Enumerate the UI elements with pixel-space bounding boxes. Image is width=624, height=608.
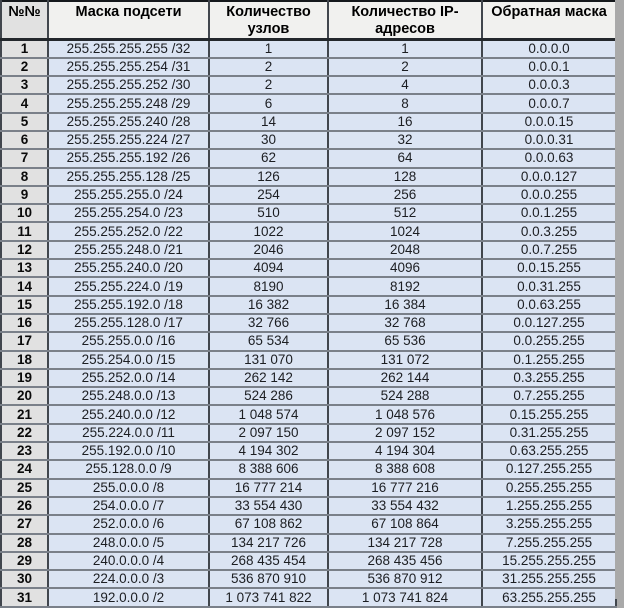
subnet-mask-cell: 255.255.255.248 /29 xyxy=(48,94,209,112)
table-row xyxy=(1,534,616,552)
wildcard-mask-cell: 1.255.255.255 xyxy=(482,497,616,515)
row-number-cell: 1 xyxy=(1,40,48,58)
table-row xyxy=(1,460,616,478)
col-header-wildcard-mask: Обратная маска xyxy=(482,1,616,40)
wildcard-mask-cell: 31.255.255.255 xyxy=(482,570,616,588)
table-header-row xyxy=(1,1,616,40)
table-row xyxy=(1,570,616,588)
table-row xyxy=(1,76,616,94)
subnet-mask-cell: 240.0.0.0 /4 xyxy=(48,552,209,570)
subnet-mask-cell: 192.0.0.0 /2 xyxy=(48,588,209,606)
host-count-cell: 1 048 574 xyxy=(209,405,328,423)
table-row xyxy=(1,94,616,112)
row-number-cell: 17 xyxy=(1,332,48,350)
table-row xyxy=(1,113,616,131)
subnet-mask-cell: 255.255.254.0 /23 xyxy=(48,204,209,222)
wildcard-mask-cell: 15.255.255.255 xyxy=(482,552,616,570)
subnet-mask-cell: 255.255.248.0 /21 xyxy=(48,241,209,259)
subnet-mask-cell: 255.192.0.0 /10 xyxy=(48,442,209,460)
ip-count-cell: 1 048 576 xyxy=(328,405,482,423)
table-row xyxy=(1,241,616,259)
row-number-cell: 30 xyxy=(1,570,48,588)
table-row xyxy=(1,40,616,58)
table-row xyxy=(1,222,616,240)
host-count-cell: 33 554 430 xyxy=(209,497,328,515)
ip-count-cell: 131 072 xyxy=(328,351,482,369)
wildcard-mask-cell: 0.0.0.3 xyxy=(482,76,616,94)
row-number-cell: 28 xyxy=(1,534,48,552)
ip-count-cell: 1024 xyxy=(328,222,482,240)
row-number-cell: 21 xyxy=(1,405,48,423)
ip-count-cell: 524 288 xyxy=(328,387,482,405)
subnet-mask-cell: 255.252.0.0 /14 xyxy=(48,369,209,387)
row-number-cell: 14 xyxy=(1,277,48,295)
wildcard-mask-cell: 0.0.0.127 xyxy=(482,168,616,186)
row-number-cell: 2 xyxy=(1,58,48,76)
ip-count-cell: 65 536 xyxy=(328,332,482,350)
ip-count-cell: 8 388 608 xyxy=(328,460,482,478)
wildcard-mask-cell: 0.7.255.255 xyxy=(482,387,616,405)
table-row xyxy=(1,314,616,332)
subnet-mask-cell: 254.0.0.0 /7 xyxy=(48,497,209,515)
col-header-host-count: Количество узлов xyxy=(209,1,328,40)
subnet-mask-cell: 255.255.240.0 /20 xyxy=(48,259,209,277)
ip-count-cell: 33 554 432 xyxy=(328,497,482,515)
table-row xyxy=(1,58,616,76)
col-header-subnet-mask: Маска подсети xyxy=(48,1,209,40)
wildcard-mask-cell: 0.0.15.255 xyxy=(482,259,616,277)
table-row xyxy=(1,351,616,369)
host-count-cell: 16 382 xyxy=(209,296,328,314)
table-row xyxy=(1,149,616,167)
subnet-mask-cell: 255.255.255.252 /30 xyxy=(48,76,209,94)
ip-count-cell: 2 097 152 xyxy=(328,424,482,442)
row-number-cell: 22 xyxy=(1,424,48,442)
host-count-cell: 126 xyxy=(209,168,328,186)
wildcard-mask-cell: 3.255.255.255 xyxy=(482,515,616,533)
subnet-mask-cell: 255.254.0.0 /15 xyxy=(48,351,209,369)
ip-count-cell: 1 073 741 824 xyxy=(328,588,482,606)
row-number-cell: 23 xyxy=(1,442,48,460)
subnet-mask-cell: 255.255.255.0 /24 xyxy=(48,186,209,204)
host-count-cell: 1 073 741 822 xyxy=(209,588,328,606)
subnet-mask-cell: 255.255.252.0 /22 xyxy=(48,222,209,240)
subnet-mask-cell: 224.0.0.0 /3 xyxy=(48,570,209,588)
host-count-cell: 2 xyxy=(209,76,328,94)
table-row xyxy=(1,588,616,606)
ip-count-cell: 8 xyxy=(328,94,482,112)
host-count-cell: 30 xyxy=(209,131,328,149)
host-count-cell: 1 xyxy=(209,40,328,58)
row-number-cell: 3 xyxy=(1,76,48,94)
ip-count-cell: 536 870 912 xyxy=(328,570,482,588)
wildcard-mask-cell: 0.0.0.7 xyxy=(482,94,616,112)
subnet-mask-cell: 255.255.192.0 /18 xyxy=(48,296,209,314)
table-row xyxy=(1,369,616,387)
host-count-cell: 1022 xyxy=(209,222,328,240)
wildcard-mask-cell: 0.63.255.255 xyxy=(482,442,616,460)
host-count-cell: 67 108 862 xyxy=(209,515,328,533)
host-count-cell: 62 xyxy=(209,149,328,167)
wildcard-mask-cell: 0.255.255.255 xyxy=(482,479,616,497)
host-count-cell: 6 xyxy=(209,94,328,112)
row-number-cell: 29 xyxy=(1,552,48,570)
table-row xyxy=(1,515,616,533)
row-number-cell: 20 xyxy=(1,387,48,405)
host-count-cell: 65 534 xyxy=(209,332,328,350)
table-row xyxy=(1,424,616,442)
host-count-cell: 134 217 726 xyxy=(209,534,328,552)
wildcard-mask-cell: 0.15.255.255 xyxy=(482,405,616,423)
ip-count-cell: 134 217 728 xyxy=(328,534,482,552)
table-row xyxy=(1,442,616,460)
row-number-cell: 16 xyxy=(1,314,48,332)
table-row xyxy=(1,552,616,570)
host-count-cell: 268 435 454 xyxy=(209,552,328,570)
ip-count-cell: 2 xyxy=(328,58,482,76)
wildcard-mask-cell: 0.31.255.255 xyxy=(482,424,616,442)
row-number-cell: 6 xyxy=(1,131,48,149)
host-count-cell: 4094 xyxy=(209,259,328,277)
row-number-cell: 8 xyxy=(1,168,48,186)
wildcard-mask-cell: 0.0.31.255 xyxy=(482,277,616,295)
wildcard-mask-cell: 0.0.63.255 xyxy=(482,296,616,314)
subnet-mask-cell: 255.224.0.0 /11 xyxy=(48,424,209,442)
row-number-cell: 27 xyxy=(1,515,48,533)
row-number-cell: 18 xyxy=(1,351,48,369)
row-number-cell: 11 xyxy=(1,222,48,240)
row-number-cell: 12 xyxy=(1,241,48,259)
subnet-mask-cell: 255.128.0.0 /9 xyxy=(48,460,209,478)
host-count-cell: 262 142 xyxy=(209,369,328,387)
subnet-mask-cell: 255.255.255.255 /32 xyxy=(48,40,209,58)
subnet-mask-cell: 255.255.255.240 /28 xyxy=(48,113,209,131)
wildcard-mask-cell: 0.3.255.255 xyxy=(482,369,616,387)
table-row xyxy=(1,296,616,314)
row-number-cell: 19 xyxy=(1,369,48,387)
subnet-mask-cell: 255.248.0.0 /13 xyxy=(48,387,209,405)
row-number-cell: 15 xyxy=(1,296,48,314)
row-number-cell: 7 xyxy=(1,149,48,167)
table-body xyxy=(1,40,616,607)
subnet-mask-cell: 255.0.0.0 /8 xyxy=(48,479,209,497)
right-gutter xyxy=(615,0,624,599)
subnet-mask-cell: 255.240.0.0 /12 xyxy=(48,405,209,423)
wildcard-mask-cell: 0.1.255.255 xyxy=(482,351,616,369)
host-count-cell: 8190 xyxy=(209,277,328,295)
subnet-mask-cell: 252.0.0.0 /6 xyxy=(48,515,209,533)
host-count-cell: 2 097 150 xyxy=(209,424,328,442)
row-number-cell: 4 xyxy=(1,94,48,112)
ip-count-cell: 32 xyxy=(328,131,482,149)
wildcard-mask-cell: 0.0.0.1 xyxy=(482,58,616,76)
subnet-mask-cell: 255.255.0.0 /16 xyxy=(48,332,209,350)
host-count-cell: 16 777 214 xyxy=(209,479,328,497)
ip-count-cell: 128 xyxy=(328,168,482,186)
host-count-cell: 131 070 xyxy=(209,351,328,369)
table-row xyxy=(1,168,616,186)
host-count-cell: 524 286 xyxy=(209,387,328,405)
ip-count-cell: 4 xyxy=(328,76,482,94)
wildcard-mask-cell: 63.255.255.255 xyxy=(482,588,616,606)
ip-count-cell: 64 xyxy=(328,149,482,167)
table-row xyxy=(1,204,616,222)
ip-count-cell: 1 xyxy=(328,40,482,58)
wildcard-mask-cell: 0.0.0.0 xyxy=(482,40,616,58)
table-row xyxy=(1,497,616,515)
host-count-cell: 2 xyxy=(209,58,328,76)
host-count-cell: 2046 xyxy=(209,241,328,259)
wildcard-mask-cell: 0.0.0.31 xyxy=(482,131,616,149)
col-header-index: №№ xyxy=(1,1,48,40)
ip-count-cell: 4096 xyxy=(328,259,482,277)
wildcard-mask-cell: 0.0.255.255 xyxy=(482,332,616,350)
host-count-cell: 32 766 xyxy=(209,314,328,332)
row-number-cell: 25 xyxy=(1,479,48,497)
subnet-mask-cell: 255.255.255.224 /27 xyxy=(48,131,209,149)
wildcard-mask-cell: 0.0.127.255 xyxy=(482,314,616,332)
row-number-cell: 24 xyxy=(1,460,48,478)
ip-count-cell: 4 194 304 xyxy=(328,442,482,460)
ip-count-cell: 8192 xyxy=(328,277,482,295)
wildcard-mask-cell: 0.0.7.255 xyxy=(482,241,616,259)
row-number-cell: 10 xyxy=(1,204,48,222)
table-row xyxy=(1,277,616,295)
subnet-mask-cell: 255.255.255.192 /26 xyxy=(48,149,209,167)
wildcard-mask-cell: 0.0.1.255 xyxy=(482,204,616,222)
row-number-cell: 5 xyxy=(1,113,48,131)
table-row xyxy=(1,387,616,405)
wildcard-mask-cell: 0.127.255.255 xyxy=(482,460,616,478)
ip-count-cell: 256 xyxy=(328,186,482,204)
subnet-mask-cell: 255.255.128.0 /17 xyxy=(48,314,209,332)
subnet-mask-cell: 255.255.255.254 /31 xyxy=(48,58,209,76)
wildcard-mask-cell: 0.0.3.255 xyxy=(482,222,616,240)
table-row xyxy=(1,405,616,423)
col-header-ip-count: Количество IP-адресов xyxy=(328,1,482,40)
table-row xyxy=(1,131,616,149)
ip-count-cell: 512 xyxy=(328,204,482,222)
subnet-mask-cell: 255.255.224.0 /19 xyxy=(48,277,209,295)
ip-count-cell: 262 144 xyxy=(328,369,482,387)
ip-count-cell: 32 768 xyxy=(328,314,482,332)
host-count-cell: 536 870 910 xyxy=(209,570,328,588)
row-number-cell: 9 xyxy=(1,186,48,204)
ip-count-cell: 268 435 456 xyxy=(328,552,482,570)
host-count-cell: 14 xyxy=(209,113,328,131)
wildcard-mask-cell: 0.0.0.15 xyxy=(482,113,616,131)
host-count-cell: 510 xyxy=(209,204,328,222)
row-number-cell: 26 xyxy=(1,497,48,515)
ip-count-cell: 67 108 864 xyxy=(328,515,482,533)
ip-count-cell: 2048 xyxy=(328,241,482,259)
table-row xyxy=(1,186,616,204)
wildcard-mask-cell: 0.0.0.63 xyxy=(482,149,616,167)
table-row xyxy=(1,332,616,350)
table-row xyxy=(1,259,616,277)
wildcard-mask-cell: 0.0.0.255 xyxy=(482,186,616,204)
ip-count-cell: 16 xyxy=(328,113,482,131)
ip-count-cell: 16 777 216 xyxy=(328,479,482,497)
subnet-mask-cell: 255.255.255.128 /25 xyxy=(48,168,209,186)
host-count-cell: 8 388 606 xyxy=(209,460,328,478)
table-row xyxy=(1,479,616,497)
wildcard-mask-cell: 7.255.255.255 xyxy=(482,534,616,552)
host-count-cell: 254 xyxy=(209,186,328,204)
row-number-cell: 13 xyxy=(1,259,48,277)
host-count-cell: 4 194 302 xyxy=(209,442,328,460)
ip-count-cell: 16 384 xyxy=(328,296,482,314)
row-number-cell: 31 xyxy=(1,588,48,606)
subnet-mask-cell: 248.0.0.0 /5 xyxy=(48,534,209,552)
